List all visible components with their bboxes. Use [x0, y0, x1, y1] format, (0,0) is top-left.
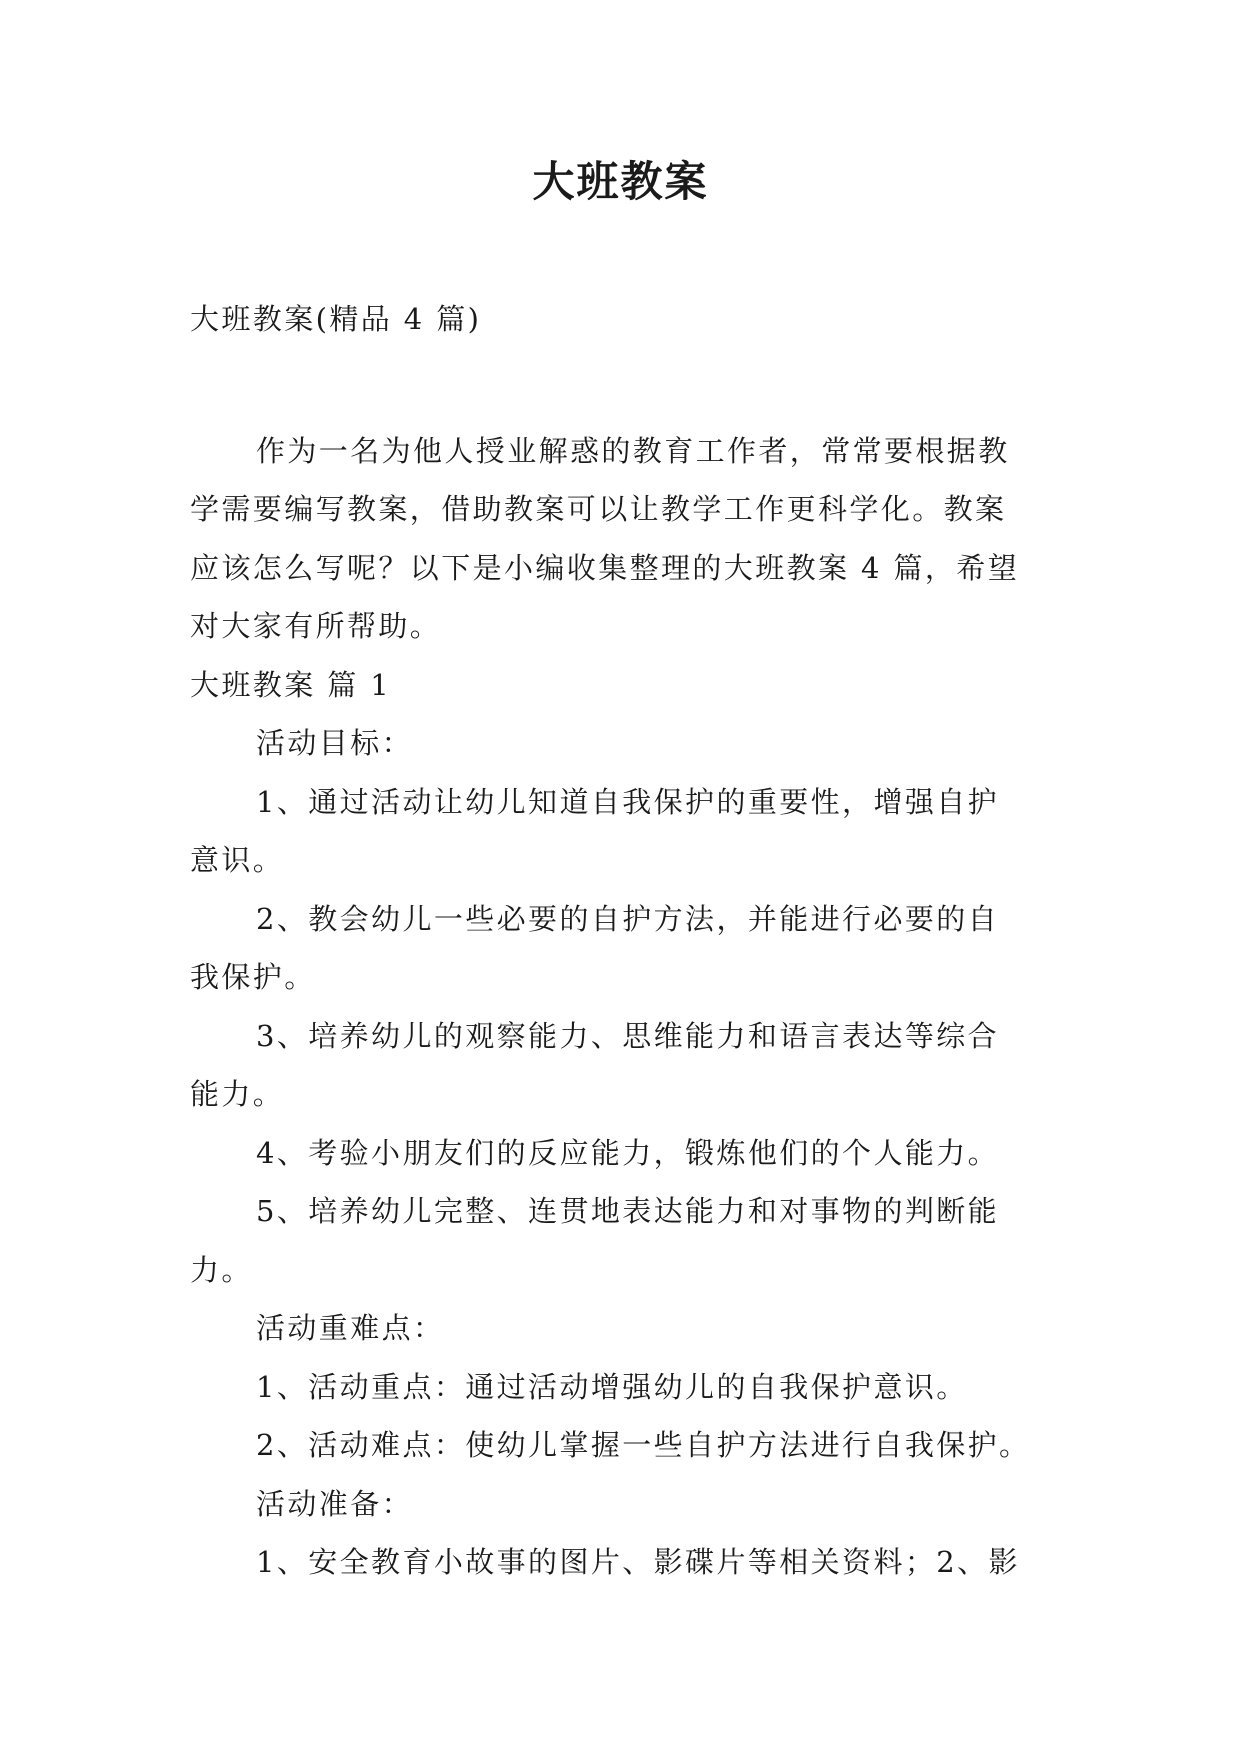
- body-line: 活动目标：: [256, 726, 414, 760]
- body-line: 1、通过活动让幼儿知道自我保护的重要性，增强自护: [256, 784, 1000, 819]
- section-heading: 大班教案 篇 1: [190, 667, 392, 702]
- intro-line: 对大家有所帮助。: [190, 609, 442, 643]
- body-line: 2、活动难点：使幼儿掌握一些自护方法进行自我保护。: [256, 1428, 1031, 1462]
- document-subtitle: 大班教案(精品 4 篇): [190, 302, 482, 336]
- body-line: 力。: [190, 1252, 253, 1287]
- intro-line: 作为一名为他人授业解惑的教育工作者，常常要根据教: [256, 433, 1010, 468]
- body-line: 活动重难点：: [256, 1311, 445, 1345]
- body-line: 4、考验小朋友们的反应能力，锻炼他们的个人能力。: [256, 1135, 1000, 1170]
- body-line: 3、培养幼儿的观察能力、思维能力和语言表达等综合: [256, 1018, 1000, 1053]
- body-line: 2、教会幼儿一些必要的自护方法，并能进行必要的自: [256, 901, 1000, 936]
- body-line: 1、活动重点：通过活动增强幼儿的自我保护意识。: [256, 1369, 968, 1404]
- page-title: 大班教案: [532, 157, 709, 206]
- body-line: 能力。: [190, 1077, 285, 1111]
- intro-line: 应该怎么写呢？以下是小编收集整理的大班教案 4 篇，希望: [190, 550, 1020, 585]
- body-line: 活动准备：: [256, 1486, 414, 1521]
- document-body: [190, 290, 1070, 1592]
- body-line: 意识。: [190, 843, 285, 877]
- body-line: 我保护。: [190, 960, 316, 994]
- body-line: 5、培养幼儿完整、连贯地表达能力和对事物的判断能: [256, 1194, 1000, 1228]
- paragraph-spacer: [190, 349, 1070, 422]
- body-line: 1、安全教育小故事的图片、影碟片等相关资料；2、影: [256, 1545, 1020, 1579]
- intro-line: 学需要编写教案，借助教案可以让教学工作更科学化。教案: [190, 492, 1007, 526]
